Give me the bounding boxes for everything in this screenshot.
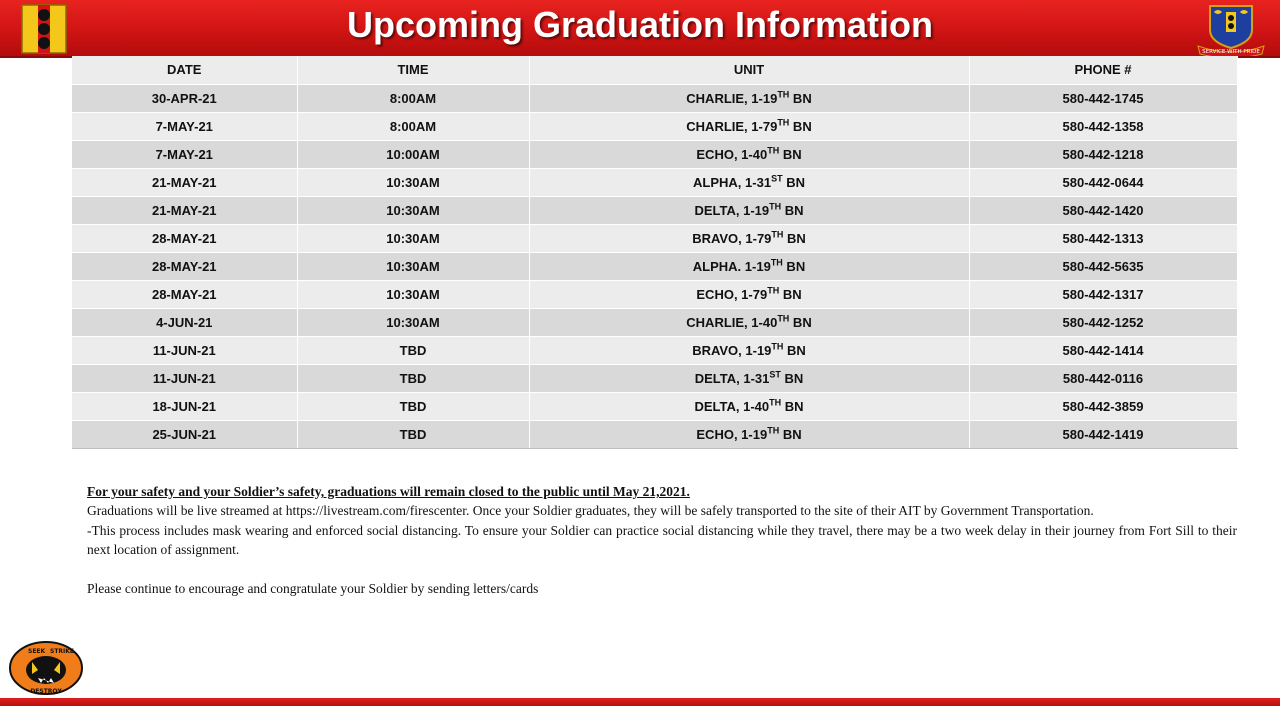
table-row [72, 280, 1237, 308]
unit-name: ALPHA. 1-19 [692, 258, 771, 274]
unit-name: CHARLIE, 1-79 [686, 118, 778, 134]
column-header-date: DATE [72, 56, 297, 84]
cell-unit [529, 336, 969, 364]
cell-phone: 580-442-1419 [969, 420, 1237, 448]
cell-date: 7-MAY-21 [72, 140, 297, 168]
unit-ordinal: TH [767, 145, 780, 156]
cell-date: 21-MAY-21 [72, 168, 297, 196]
table-row [72, 392, 1237, 420]
notice-paragraph-distancing: -This process includes mask wearing and enforced social distancing. To ensure your Soldier can practice social distancing while they travel, there may be a two week delay in their journey from Fort Sill to their next location of assignment. [87, 522, 1237, 558]
unit-name: BRAVO, 1-79 [692, 230, 772, 246]
cell-date: 30-APR-21 [72, 84, 297, 112]
cell-phone: 580-442-1252 [969, 308, 1237, 336]
unit-crest-icon [1196, 2, 1266, 56]
unit-name: DELTA, 1-31 [694, 370, 770, 386]
unit-suffix: BN [779, 146, 802, 162]
cell-phone: 580-442-0116 [969, 364, 1237, 392]
crest-motto: SERVICE WITH PRIDE [1202, 49, 1260, 55]
unit-name: CHARLIE, 1-19 [686, 90, 778, 106]
cell-phone: 580-442-1317 [969, 280, 1237, 308]
cell-unit [529, 420, 969, 448]
table-row [72, 308, 1237, 336]
unit-suffix: BN [789, 118, 812, 134]
cell-time: 10:30AM [297, 308, 529, 336]
unit-suffix: BN [782, 258, 806, 274]
cell-date: 28-MAY-21 [72, 280, 297, 308]
cell-time: TBD [297, 336, 529, 364]
unit-ordinal: TH [770, 257, 783, 268]
unit-ordinal: TH [777, 89, 790, 100]
cell-unit [529, 308, 969, 336]
notice-section [87, 482, 1237, 598]
footer-bar [0, 698, 1280, 706]
cell-date: 11-JUN-21 [72, 364, 297, 392]
unit-suffix: BN [781, 398, 804, 414]
table-body [72, 84, 1237, 448]
unit-name: ECHO, 1-19 [696, 426, 768, 442]
cell-date: 4-JUN-21 [72, 308, 297, 336]
cell-unit [529, 280, 969, 308]
unit-ordinal: TH [777, 117, 790, 128]
cell-unit [529, 84, 969, 112]
unit-name: BRAVO, 1-19 [692, 342, 772, 358]
cell-date: 18-JUN-21 [72, 392, 297, 420]
unit-ordinal: TH [777, 313, 790, 324]
notice-spacer [87, 560, 1237, 579]
cell-date: 7-MAY-21 [72, 112, 297, 140]
table-row [72, 420, 1237, 448]
table-row [72, 224, 1237, 252]
unit-suffix: BN [781, 202, 804, 218]
unit-suffix: BN [780, 370, 804, 386]
table-row [72, 364, 1237, 392]
cell-phone: 580-442-5635 [969, 252, 1237, 280]
cell-date: 11-JUN-21 [72, 336, 297, 364]
column-header-unit: UNIT [529, 56, 969, 84]
cell-unit [529, 392, 969, 420]
cell-time: 10:30AM [297, 280, 529, 308]
unit-name: ECHO, 1-40 [696, 146, 768, 162]
cell-unit [529, 252, 969, 280]
cell-time: TBD [297, 420, 529, 448]
cell-unit [529, 224, 969, 252]
cell-phone: 580-442-1313 [969, 224, 1237, 252]
cell-time: 10:30AM [297, 168, 529, 196]
unit-ordinal: TH [769, 397, 782, 408]
unit-ordinal: ST [771, 173, 783, 184]
cell-time: 10:30AM [297, 252, 529, 280]
notice-paragraph-livestream: Graduations will be live streamed at https://livestream.com/firescenter. Once your Soldier graduates, they will be safely transported to the site of their AIT by Government Transportation. [87, 503, 1094, 519]
cell-date: 25-JUN-21 [72, 420, 297, 448]
unit-suffix: BN [779, 426, 802, 442]
cell-time: 8:00AM [297, 84, 529, 112]
tank-destroyer-patch-icon [8, 640, 84, 696]
table-row [72, 112, 1237, 140]
unit-ordinal: TH [769, 201, 782, 212]
unit-ordinal: TH [767, 425, 780, 436]
cell-phone: 580-442-0644 [969, 168, 1237, 196]
page-title: Upcoming Graduation Information [347, 4, 933, 45]
cell-time: 10:00AM [297, 140, 529, 168]
cell-unit [529, 196, 969, 224]
unit-suffix: BN [783, 342, 806, 358]
table-row [72, 140, 1237, 168]
unit-suffix: BN [783, 230, 806, 246]
cell-date: 28-MAY-21 [72, 224, 297, 252]
cell-date: 28-MAY-21 [72, 252, 297, 280]
unit-name: DELTA, 1-40 [694, 398, 770, 414]
cell-unit [529, 168, 969, 196]
cell-phone: 580-442-1745 [969, 84, 1237, 112]
unit-suffix: BN [779, 286, 802, 302]
header-banner [0, 0, 1280, 58]
patch-motto-bottom: DESTROY [30, 688, 62, 695]
table-row [72, 252, 1237, 280]
cell-phone: 580-442-1358 [969, 112, 1237, 140]
cell-phone: 580-442-1414 [969, 336, 1237, 364]
graduation-table [72, 56, 1238, 449]
unit-suffix: BN [789, 90, 812, 106]
notice-headline: For your safety and your Soldier’s safety, graduations will remain closed to the public until May 21,2021. [87, 484, 690, 499]
unit-ordinal: TH [771, 341, 784, 352]
cell-phone: 580-442-3859 [969, 392, 1237, 420]
unit-suffix: BN [789, 314, 812, 330]
cell-date: 21-MAY-21 [72, 196, 297, 224]
unit-suffix: BN [782, 174, 805, 190]
column-header-phone: PHONE # [969, 56, 1237, 84]
cell-phone: 580-442-1218 [969, 140, 1237, 168]
table-header-row [72, 56, 1237, 84]
table-row [72, 84, 1237, 112]
cell-time: 10:30AM [297, 196, 529, 224]
table-row [72, 168, 1237, 196]
cell-time: TBD [297, 364, 529, 392]
unit-name: DELTA, 1-19 [694, 202, 770, 218]
table-row [72, 336, 1237, 364]
cell-unit [529, 364, 969, 392]
cell-time: 10:30AM [297, 224, 529, 252]
patch-motto-right: STRIKE [50, 648, 75, 655]
unit-name: CHARLIE, 1-40 [686, 314, 778, 330]
cell-phone: 580-442-1420 [969, 196, 1237, 224]
unit-ordinal: TH [767, 285, 780, 296]
cell-unit [529, 140, 969, 168]
unit-ordinal: TH [771, 229, 784, 240]
unit-name: ECHO, 1-79 [696, 286, 768, 302]
cell-time: TBD [297, 392, 529, 420]
table-row [72, 196, 1237, 224]
patch-motto-left: SEEK [28, 648, 46, 655]
notice-paragraph-encourage: Please continue to encourage and congratulate your Soldier by sending letters/cards [87, 580, 539, 596]
cell-unit [529, 112, 969, 140]
unit-name: ALPHA, 1-31 [693, 174, 772, 190]
column-header-time: TIME [297, 56, 529, 84]
unit-ordinal: ST [769, 369, 781, 380]
cell-time: 8:00AM [297, 112, 529, 140]
